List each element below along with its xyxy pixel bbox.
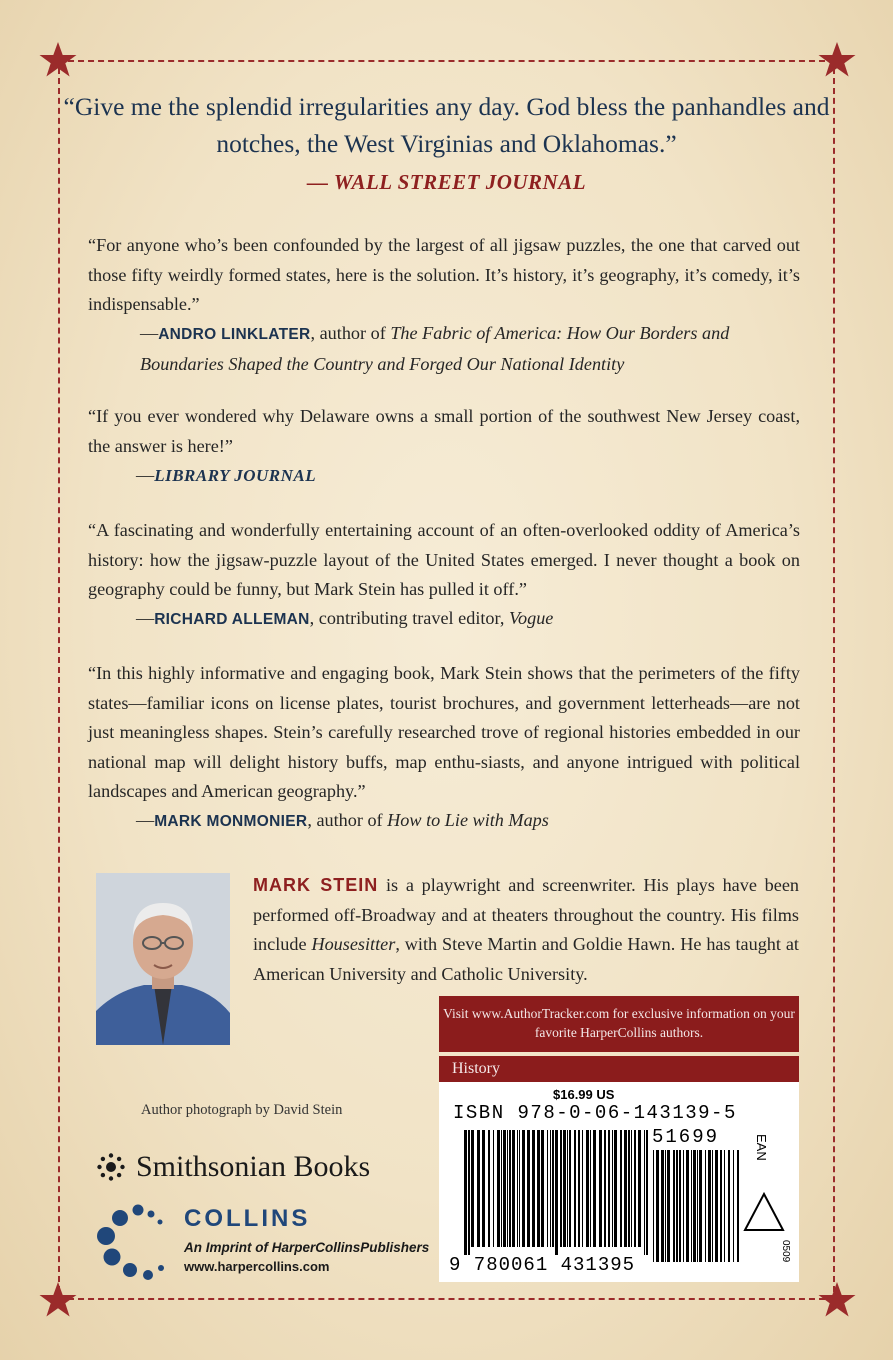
addon-barcode-bars [652, 1150, 742, 1270]
barcode-bar [733, 1150, 734, 1262]
border-top [58, 60, 835, 62]
review-attribution [136, 604, 800, 635]
reviewer-name: RICHARD ALLEMAN [154, 611, 310, 628]
review-attribution [136, 806, 800, 837]
featured-quote: “Give me the splendid irregularities any day. God bless the panhandles and notches, the West Virginias and Oklahomas.” [63, 92, 830, 158]
review-quote: “In this highly informative and engaging book, Mark Stein shows that the perimeters of the fifty states—familiar icons on license plates, tourist brochures, and government letterheads—are not just meaningless shapes. Stein’s carefully researched trove of regional histories embedded in our national map will delight history buffs, map enthu-siasts, and anyone intrigued with political landscapes and American geography.” [88, 663, 800, 801]
barcode-bar [578, 1130, 580, 1247]
print-code: 0509 [780, 1240, 791, 1263]
barcode-bar [497, 1130, 500, 1247]
barcode-bar [728, 1150, 730, 1262]
barcode-bar [686, 1150, 689, 1262]
barcode-bar [477, 1130, 480, 1247]
review-attribution [136, 461, 800, 491]
barcode-bar [612, 1130, 613, 1247]
bio-text: is a playwright and screenwriter. His plays have been performed off-Broadway and at theaters throughout the country. His films include [253, 875, 800, 954]
featured-quote-source: — WALL STREET JOURNAL [306, 170, 587, 194]
barcode-bar [661, 1150, 664, 1262]
publisher-url: www.harpercollins.com [184, 1259, 330, 1274]
barcode-bar [532, 1130, 535, 1247]
barcode-bar [547, 1130, 548, 1247]
barcode-bar [582, 1130, 583, 1247]
star-icon [38, 40, 78, 80]
collins-logo [94, 1202, 430, 1285]
barcode-bar [665, 1150, 666, 1262]
barcode-bar [574, 1130, 576, 1247]
barcode-bar [614, 1130, 617, 1247]
author-bio [253, 871, 799, 989]
barcode-bar [708, 1150, 711, 1262]
reviewer-name: LIBRARY JOURNAL [154, 466, 317, 485]
barcode-bar [638, 1130, 641, 1247]
barcode-bar [590, 1130, 591, 1247]
reviewer-role: , author of [310, 323, 391, 343]
barcode-bar [522, 1130, 525, 1247]
barcode-bar [624, 1130, 627, 1247]
barcode-bar [720, 1150, 722, 1262]
review-quote: “For anyone who’s been confounded by the largest of all jigsaw puzzles, the one that carved out those fifty weirdly formed states, here is the solution. It’s history, it’s geography, it’s comedy, it’s indispensable.” [88, 235, 800, 314]
review-quote: “If you ever wondered why Delaware owns a small portion of the southwest New Jersey coast, the answer is here!” [88, 406, 800, 456]
photo-credit: Author photograph by David Stein [141, 1102, 343, 1118]
star-icon [38, 1280, 78, 1320]
triangle-icon [741, 1190, 787, 1234]
barcode-bar [471, 1130, 474, 1247]
category-label: History [439, 1056, 799, 1082]
attribution-dash: — [136, 810, 155, 830]
barcode-bar [550, 1130, 551, 1247]
barcode-bar [599, 1130, 602, 1247]
barcode-bar [724, 1150, 725, 1262]
reviewer-role: , author of [307, 810, 388, 830]
barcode-bar [634, 1130, 636, 1247]
barcode-bar [667, 1150, 670, 1262]
author-tracker-banner: Visit www.AuthorTracker.com for exclusive information on your favorite HarperCollins authors. [439, 996, 799, 1052]
author-photo [96, 873, 230, 1045]
barcode-bar [507, 1130, 508, 1247]
barcode-bar [541, 1130, 544, 1247]
barcode-bar [560, 1130, 562, 1247]
barcode-bar [604, 1130, 606, 1247]
addon-number: 51699 [652, 1126, 720, 1148]
reviewer-name: MARK MONMONIER [154, 813, 308, 830]
attribution-dash: — [140, 323, 159, 343]
reviewer-work: Vogue [508, 608, 554, 628]
barcode-bar [715, 1150, 718, 1262]
barcode-bar [503, 1130, 506, 1247]
barcode-bar [631, 1130, 632, 1247]
attribution-dash: — [136, 608, 155, 628]
review-attribution [140, 319, 804, 379]
smithsonian-text: Smithsonian Books [136, 1150, 371, 1183]
barcode-bar [608, 1130, 610, 1247]
barcode-number: 9 780061 431395 [449, 1254, 636, 1276]
barcode-bar [569, 1130, 571, 1247]
smithsonian-logo [96, 1150, 370, 1184]
barcode-bar [586, 1130, 589, 1247]
barcode-bar [620, 1130, 622, 1247]
barcode-bar [537, 1130, 540, 1247]
barcode-bars [463, 1130, 651, 1255]
barcode-bar [468, 1130, 470, 1255]
reviewer-work: The Fabric of America: How Our Borders and Boundaries Shaped the Country and Forged Our National Identity [140, 323, 730, 374]
price-label: $16.99 US [553, 1087, 615, 1102]
sunburst-icon [96, 1152, 126, 1182]
barcode-bar [699, 1150, 702, 1262]
reviewer-role: , contributing travel editor, [309, 608, 509, 628]
barcode-bar [493, 1130, 494, 1247]
barcode-bar [712, 1150, 713, 1262]
barcode-bar [676, 1150, 678, 1262]
star-icon [817, 40, 857, 80]
barcode-bar [697, 1150, 698, 1262]
barcode-bar [509, 1130, 511, 1247]
collins-dots-icon [94, 1202, 174, 1280]
reviewer-work: How to Lie with Maps [387, 810, 549, 830]
barcode-bar [691, 1150, 692, 1262]
barcode-bar [628, 1130, 630, 1247]
bio-text-end: , with Steve Martin and Goldie Hawn. He has taught at American University and Catholic University. [253, 934, 799, 984]
attribution-dash: — [136, 465, 155, 485]
star-icon [817, 1280, 857, 1320]
collins-wordmark: COLLINS [184, 1205, 311, 1232]
barcode-bar [501, 1130, 502, 1247]
barcode-bar [482, 1130, 485, 1247]
barcode-bar [653, 1150, 654, 1262]
barcode-bar [644, 1130, 645, 1255]
barcode-bar [673, 1150, 675, 1262]
barcode-bar [464, 1130, 467, 1255]
barcode-bar [683, 1150, 684, 1262]
barcode-bar [488, 1130, 490, 1247]
barcode-bar [552, 1130, 554, 1247]
border-right [833, 58, 835, 1302]
barcode-bar [679, 1150, 681, 1262]
reviewer-name: ANDRO LINKLATER [158, 326, 311, 343]
author-name: MARK STEIN [253, 875, 379, 895]
barcode-bar [563, 1130, 566, 1247]
barcode-bar [519, 1130, 520, 1247]
barcode-bar [567, 1130, 568, 1247]
barcode-bar [737, 1150, 739, 1262]
barcode-bar [646, 1130, 648, 1255]
barcode-bar [517, 1130, 518, 1247]
bio-film: Housesitter [311, 934, 396, 954]
barcode-panel [439, 1082, 799, 1282]
barcode-bar [593, 1130, 596, 1247]
barcode-bar [555, 1130, 558, 1255]
barcode-bar [705, 1150, 706, 1262]
ean-label: EAN [754, 1134, 769, 1161]
barcode-bar [693, 1150, 696, 1262]
imprint-line: An Imprint of HarperCollinsPublishers [184, 1240, 430, 1255]
border-left [58, 58, 60, 1302]
isbn-label: ISBN 978-0-06-143139-5 [453, 1102, 737, 1124]
barcode-bar [512, 1130, 515, 1247]
border-bottom [58, 1298, 835, 1300]
review-quote: “A fascinating and wonderfully entertaining account of an often-overlooked oddity of America’s history: how the jigsaw-puzzle layout of the United States emerged. I never thought a book on geography could be funny, but Mark Stein has pulled it off.” [88, 520, 800, 599]
barcode-bar [527, 1130, 530, 1247]
barcode-bar [656, 1150, 659, 1262]
